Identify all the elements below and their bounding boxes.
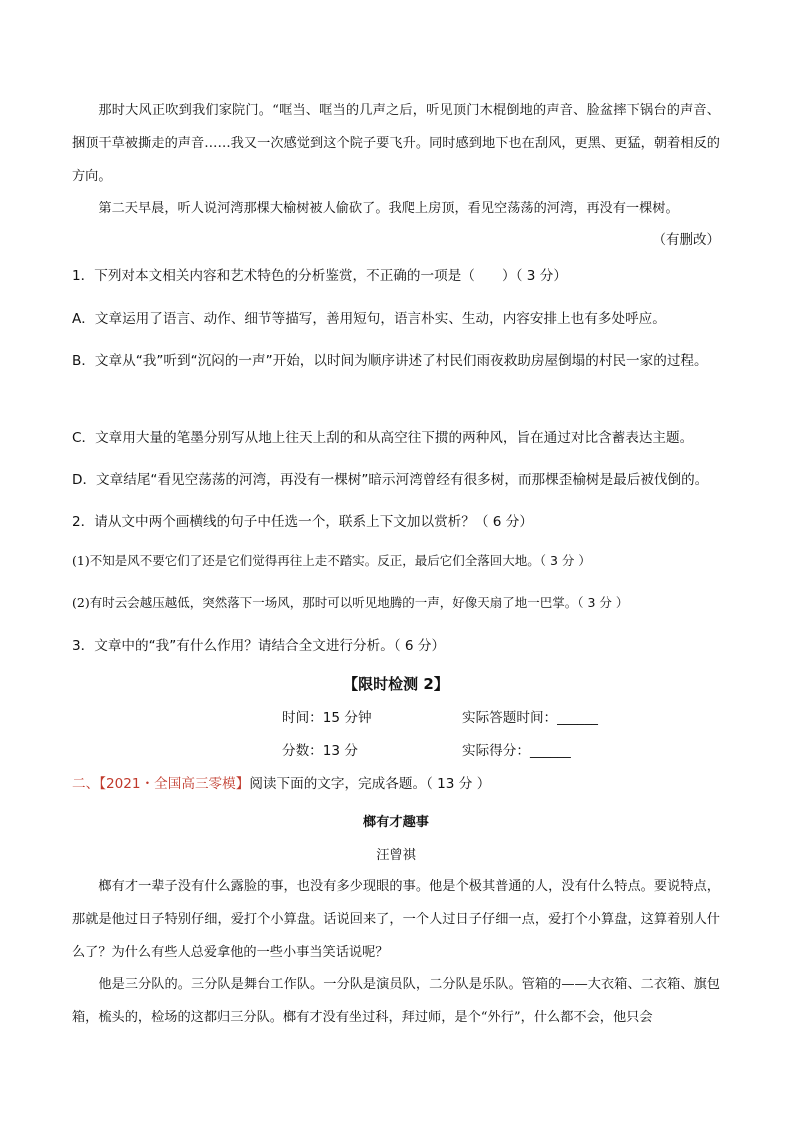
revision-note: （有删改） [652, 232, 720, 248]
question-1-option-b: B．文章从“我”听到“沉闷的一声”开始，以时间为顺序讲述了村民们雨夜救助房屋倒塌的村民一家的过程。 [72, 353, 708, 369]
question-1-option-d: D．文章结尾“看见空荡荡的河湾，再没有一棵树”暗示河湾曾经有很多树，而那棵歪榆树是最后被伐倒的。 [72, 472, 709, 488]
story-title: 榔有才趣事 [363, 815, 429, 830]
question-2-item-1-text: (1)不知是风不要它们了还是它们觉得再往上走不踏实。反正，最后它们全落回大地。 [72, 553, 540, 568]
passage-paragraph: 那时大风正吹到我们家院门。“哐当、哐当的几声之后，听见顶门木棍倒地的声音、脸盆摔下锅台的声音、捆顶干草被撕走的声音……我又一次感觉到这个院子要飞升。同时感到地下也在刮风，更黑、更猛，朝着相反的方向。 [72, 103, 720, 184]
question-1-option-c: C．文章用大量的笔墨分别写从地上往天上刮的和从高空往下掼的两种风，旨在通过对比含蓄表达主题。 [72, 430, 694, 446]
passage-paragraph: 第二天早晨，听人说河湾那棵大榆树被人偷砍了。我爬上房顶，看见空荡荡的河湾，再没有一棵树。 [98, 201, 679, 216]
story-paragraph: 榔有才一辈子没有什么露脸的事，也没有多少现眼的事。他是个极其普通的人，没有什么特点。要说特点，那就是他过日子特别仔细，爱打个小算盘。话说回来了，一个人过日子仔细一点，爱打个小算盘，这算着别人什么了？为什么有些人总爱拿他的一些小事当笑话说呢？ [72, 879, 720, 960]
section-2-intro [72, 768, 720, 800]
actual-score-blank: ______ [529, 743, 571, 759]
score-label: 分数：13 分 [282, 743, 358, 759]
actual-time [462, 706, 598, 726]
question-2-item-2-score: （ 3 分 ） [577, 595, 629, 610]
question-2-item-2 [72, 587, 720, 619]
section-heading: 【限时检测 2】 [343, 675, 449, 693]
exam-source-tag: 二、【2021・全国高三零模】 [72, 776, 250, 792]
question-1-option-a: A．文章运用了语言、动作、细节等描写，善用短句，语言朴实、生动，内容安排上也有多处呼应。 [72, 311, 666, 327]
question-2-item-2-text: (2)有时云会越压越低，突然落下一场风，那时可以听见地腾的一声，好像天扇了地一巴掌。 [72, 595, 578, 610]
question-3: 3．文章中的“我”有什么作用？请结合全文进行分析。（ 6 分） [72, 638, 446, 654]
actual-time-label: 实际答题时间： [462, 710, 558, 726]
actual-time-blank: ______ [557, 710, 598, 726]
question-2: 2．请从文中两个画横线的句子中任选一个，联系上下文加以赏析？（ 6 分） [72, 514, 533, 530]
question-2-item-1-score: （ 3 分 ） [539, 553, 591, 568]
story-paragraph: 他是三分队的。三分队是舞台工作队。一分队是演员队，二分队是乐队。管箱的——大衣箱、二衣箱、旗包箱，梳头的，检场的这都归三分队。榔有才没有坐过科，拜过师，是个“外行”，什么都不会，他只会 [72, 977, 720, 1025]
question-2-item-1 [72, 545, 720, 577]
actual-score-label: 实际得分： [462, 743, 530, 759]
section-2-instruction: 阅读下面的文字，完成各题。（ 13 分 ） [249, 776, 491, 792]
actual-score [462, 739, 571, 759]
story-author: 汪曾祺 [376, 848, 416, 863]
question-1: 1．下列对本文相关内容和艺术特色的分析鉴赏，不正确的一项是（ ）（ 3 分） [72, 268, 567, 284]
time-label: 时间：15 分钟 [282, 710, 372, 726]
